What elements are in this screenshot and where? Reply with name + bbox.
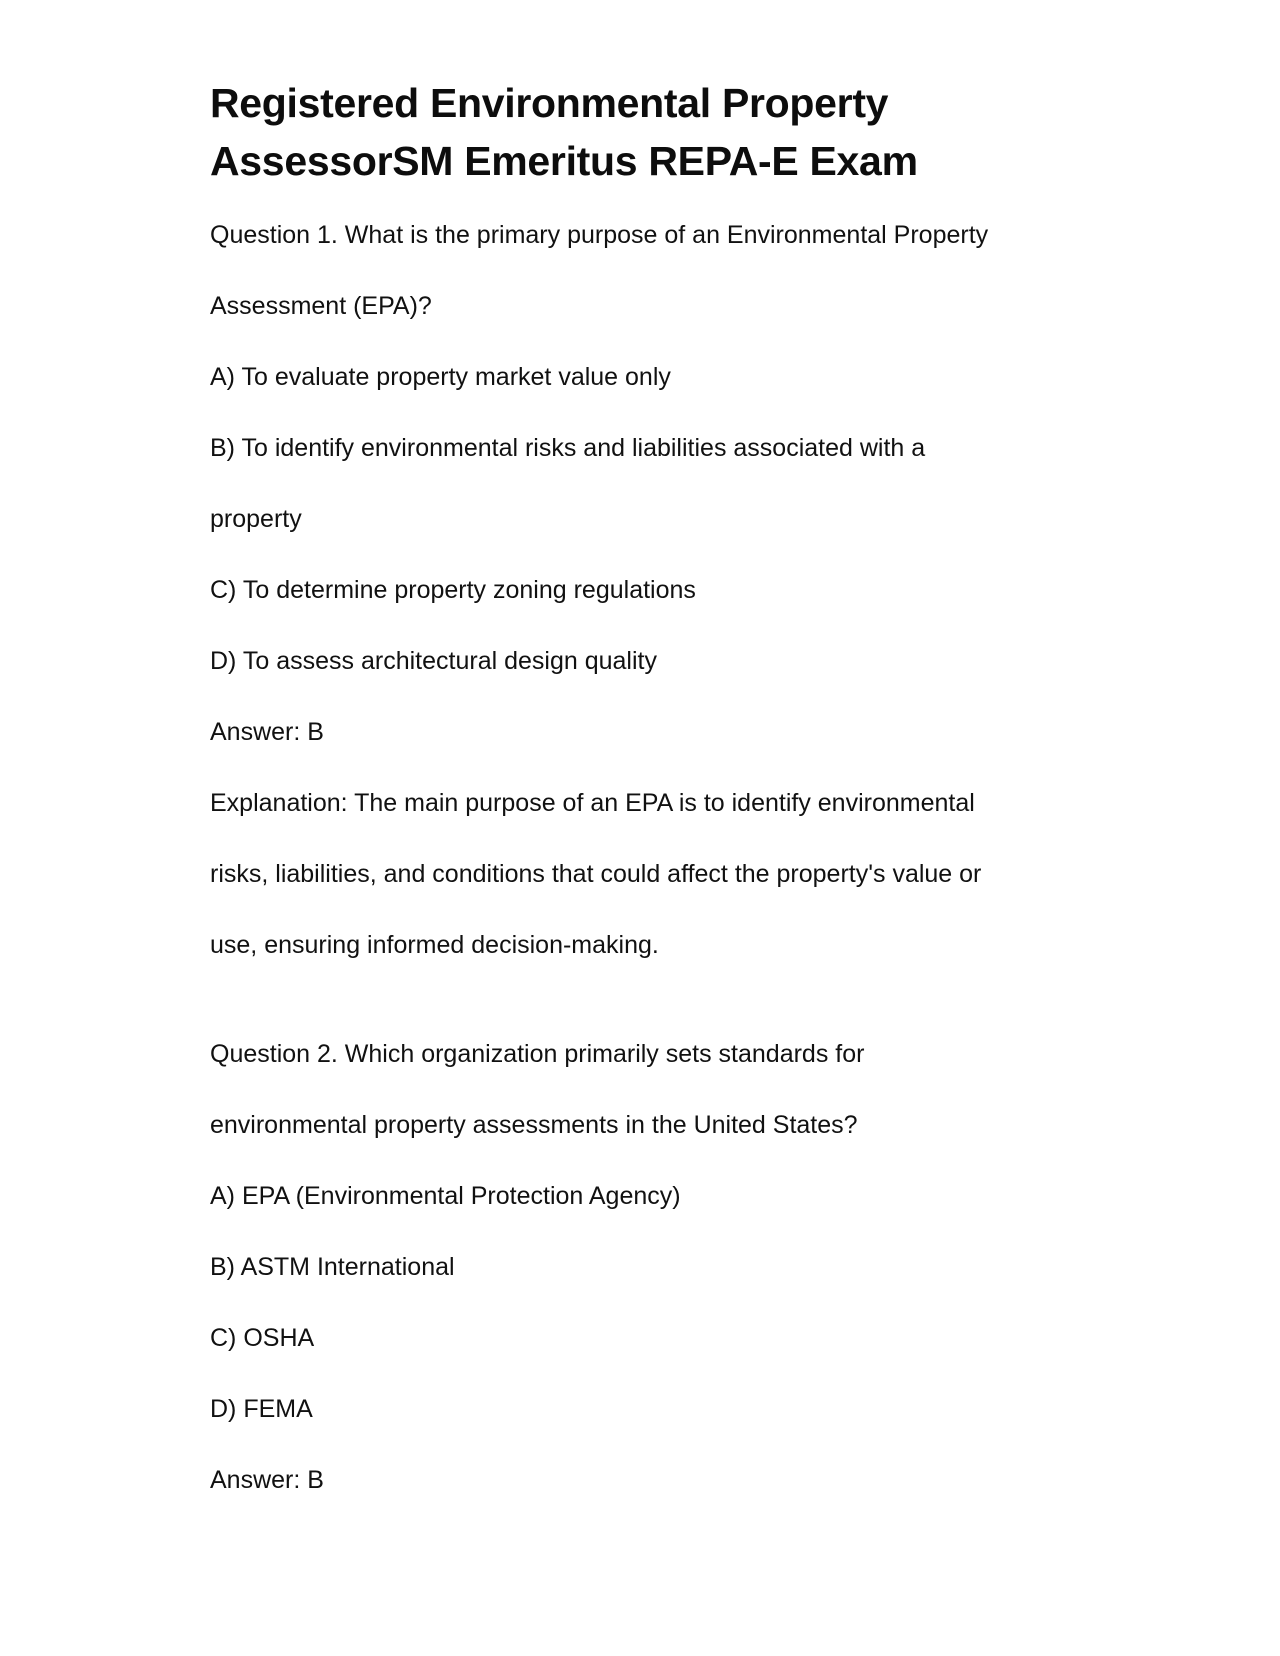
question-spacer — [210, 981, 1090, 1019]
title-line-1: Registered Environmental Property — [210, 80, 889, 126]
document-title — [210, 74, 1090, 190]
question-1-option-b-line-1: B) To identify environmental risks and liabilities associated with a — [210, 434, 926, 462]
question-2-option-d: D) FEMA — [210, 1395, 313, 1423]
question-1-explanation-line-3: use, ensuring informed decision-making. — [210, 931, 659, 959]
question-2-option-a: A) EPA (Environmental Protection Agency) — [210, 1182, 681, 1210]
title-line-2: AssessorSM Emeritus REPA-E Exam — [210, 138, 918, 184]
question-2-text-line-1: Question 2. Which organization primarily sets standards for — [210, 1040, 865, 1068]
question-1-explanation-line-2: risks, liabilities, and conditions that could affect the property's value or — [210, 860, 982, 888]
question-2-answer: Answer: B — [210, 1466, 324, 1494]
document-content — [210, 74, 1090, 1516]
question-1-answer: Answer: B — [210, 718, 324, 746]
question-2-option-b: B) ASTM International — [210, 1253, 455, 1281]
question-1-text-line-1: Question 1. What is the primary purpose of an Environmental Property — [210, 221, 989, 249]
question-1-explanation-line-1: Explanation: The main purpose of an EPA is to identify environmental — [210, 789, 975, 817]
question-1-option-b-line-2: property — [210, 505, 302, 533]
question-block-2 — [210, 1019, 1090, 1516]
question-1-text-line-2: Assessment (EPA)? — [210, 292, 432, 320]
question-1-option-c: C) To determine property zoning regulations — [210, 576, 696, 604]
question-2-text-line-2: environmental property assessments in the United States? — [210, 1111, 858, 1139]
question-1-option-a: A) To evaluate property market value only — [210, 363, 671, 391]
question-block-1 — [210, 200, 1090, 981]
question-1-option-d: D) To assess architectural design quality — [210, 647, 657, 675]
question-2-option-c: C) OSHA — [210, 1324, 315, 1352]
